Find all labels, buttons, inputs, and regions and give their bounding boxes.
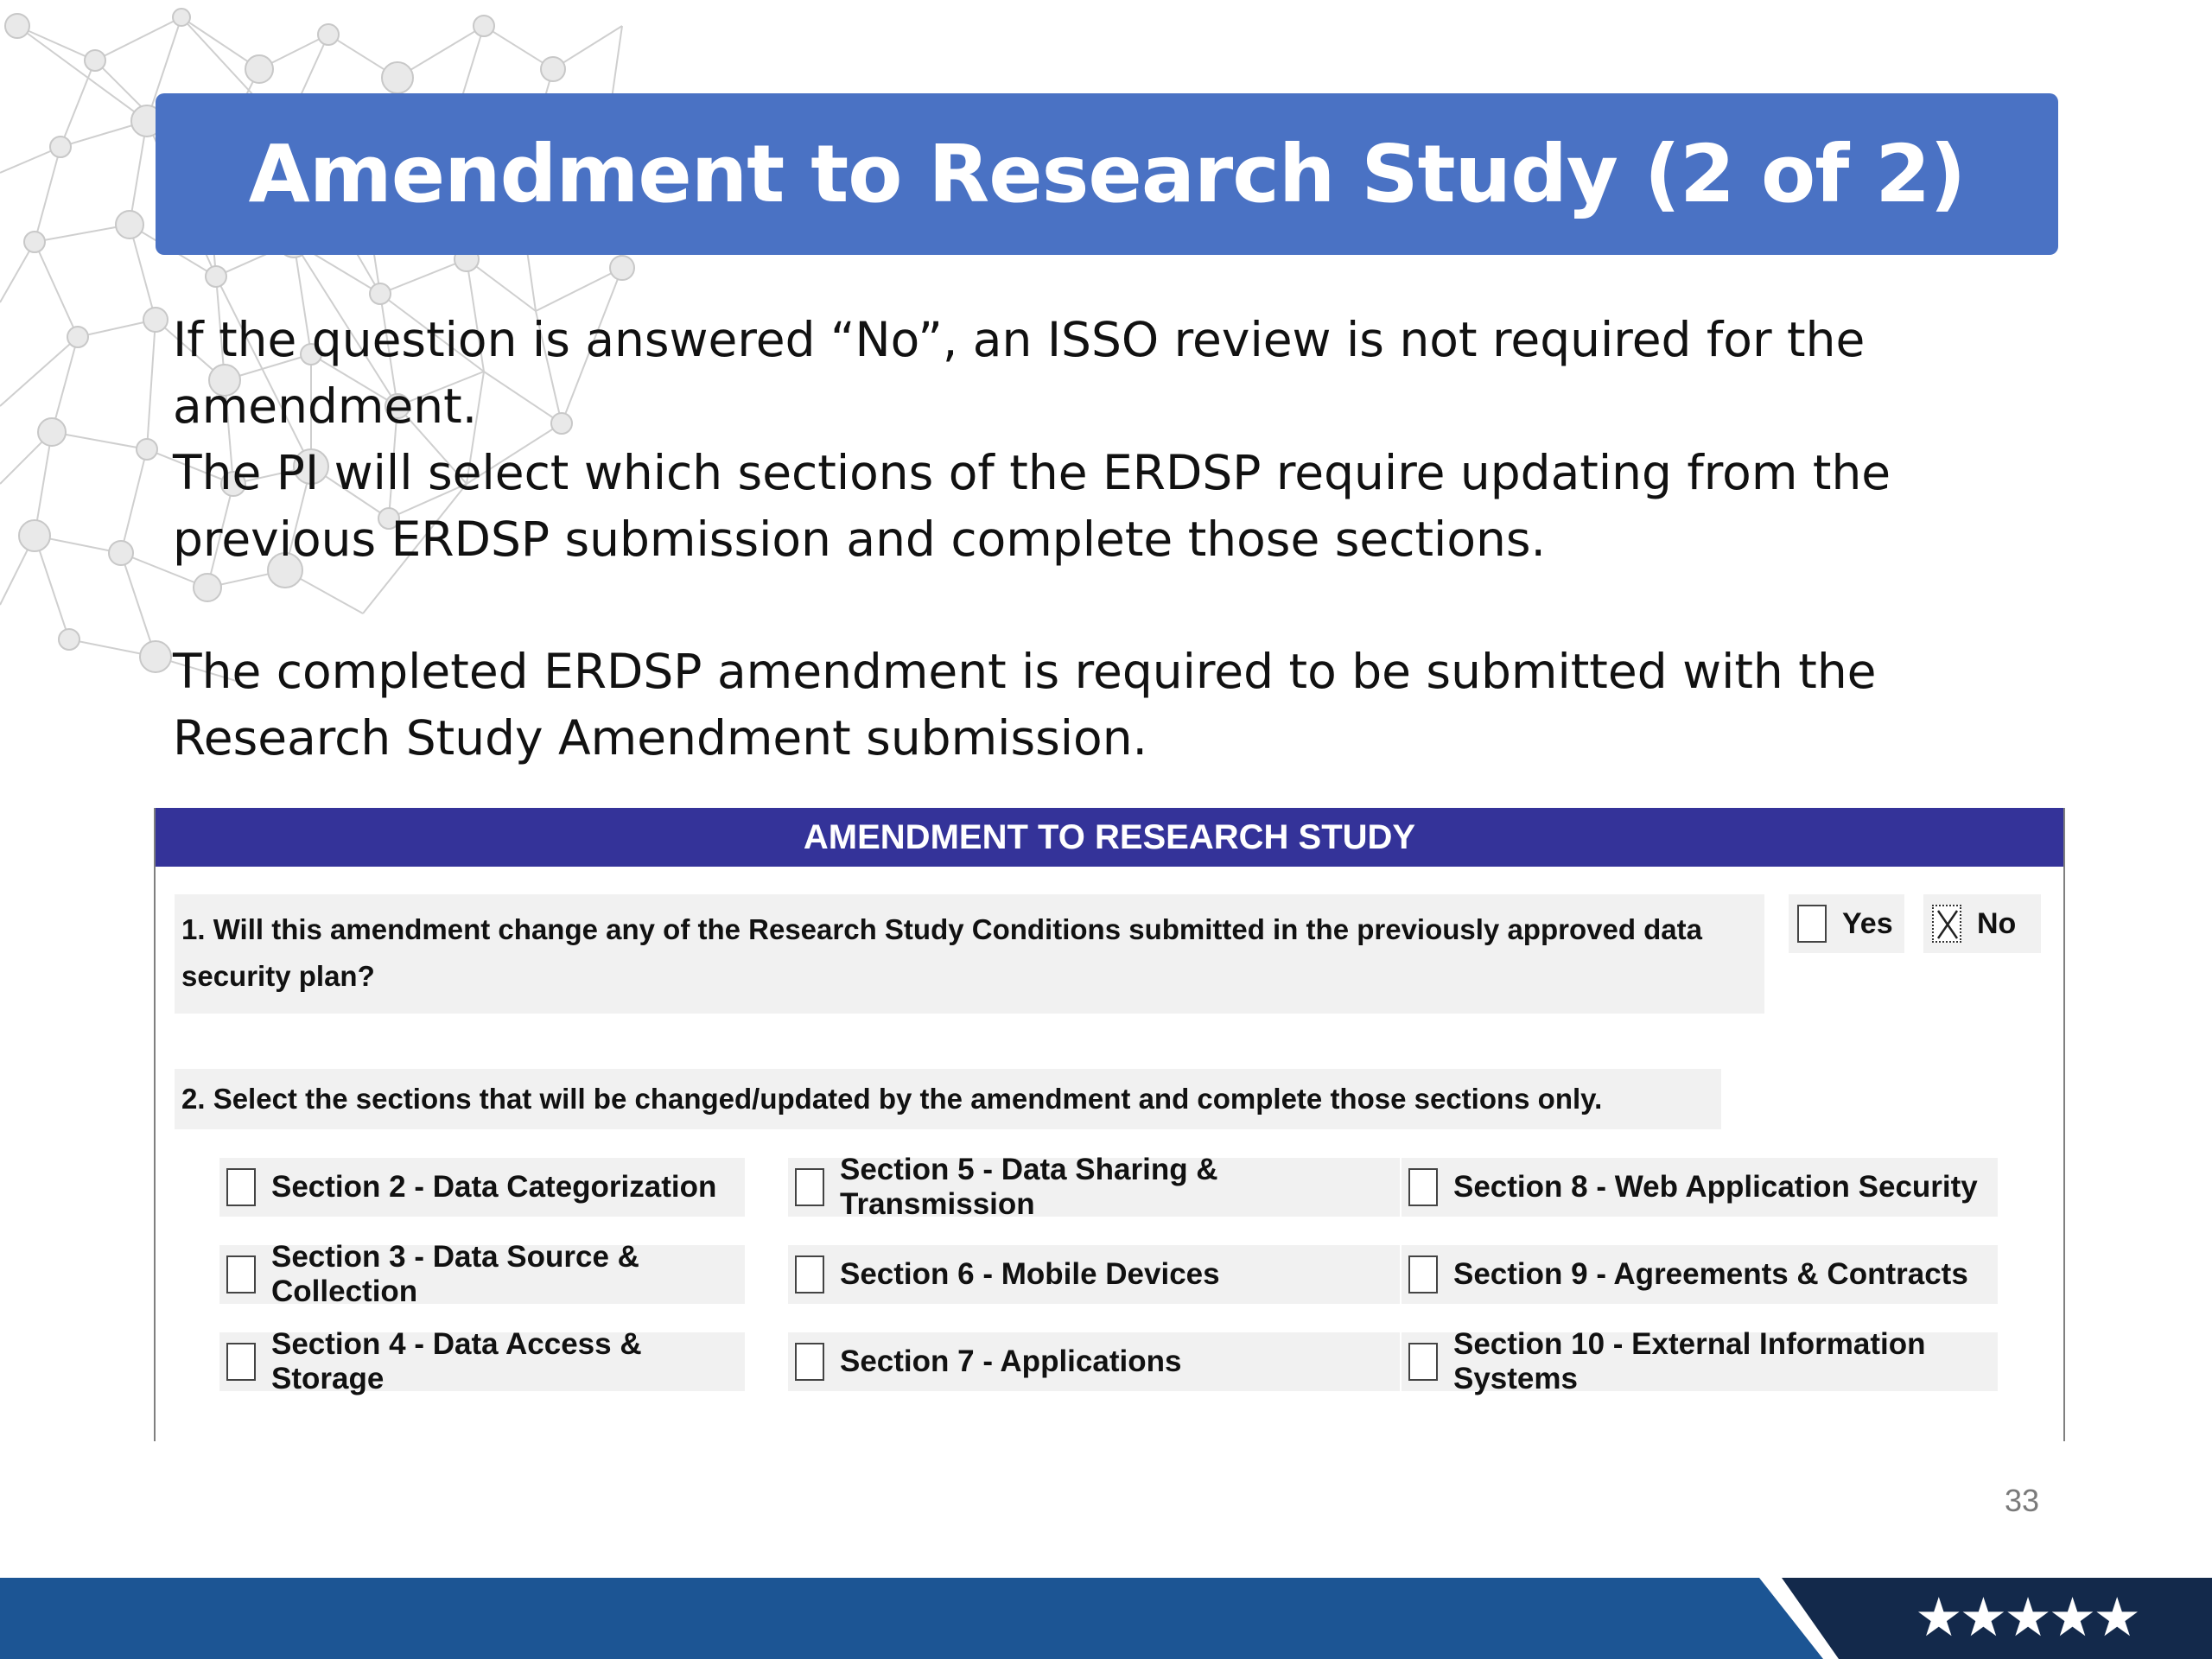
checkbox-icon[interactable] [226, 1255, 256, 1294]
section-label: Section 6 - Mobile Devices [840, 1257, 1220, 1291]
section-checkbox-item[interactable] [788, 1245, 1400, 1304]
paragraph-pi-select: The PI will select which sections of the ERDSP require updating from the previous ERDSP submission and complete those sections. [173, 445, 1891, 567]
checkbox-icon[interactable] [226, 1343, 256, 1381]
footer-bar [0, 1578, 2212, 1659]
amendment-form [154, 808, 2065, 1441]
checkbox-icon[interactable] [1408, 1343, 1438, 1381]
section-label: Section 10 - External Information Systems [1453, 1327, 1926, 1395]
section-label: Section 5 - Data Sharing & Transmission [840, 1153, 1218, 1221]
paragraph-isso-review: If the question is answered “No”, an ISSO review is not required for the amendment. [173, 312, 1866, 434]
section-checkbox-item[interactable] [1402, 1327, 1998, 1395]
checkbox-icon[interactable] [1408, 1255, 1438, 1294]
page-number: 33 [2004, 1483, 2039, 1518]
checkbox-icon[interactable] [795, 1343, 824, 1381]
section-label: Section 4 - Data Access & Storage [271, 1327, 642, 1395]
checkbox-icon[interactable] [226, 1168, 256, 1206]
checkbox-icon[interactable] [795, 1168, 824, 1206]
section-checkbox-item[interactable] [1402, 1158, 1998, 1217]
yes-option[interactable] [1789, 894, 1904, 953]
section-label: Section 9 - Agreements & Contracts [1453, 1257, 1968, 1291]
section-checkbox-item[interactable] [219, 1240, 745, 1308]
section-checkbox-item[interactable] [788, 1332, 1400, 1391]
question-2-text: 2. Select the sections that will be changed/updated by the amendment and complete those sections only. [175, 1069, 1721, 1129]
paragraph-submission: The completed ERDSP amendment is required to be submitted with the Research Study Amendment submission. [173, 644, 1877, 766]
slide-title-bar [156, 93, 2058, 255]
slide-title: Amendment to Research Study (2 of 2) [248, 128, 1966, 220]
checkbox-icon[interactable] [1797, 905, 1827, 943]
section-checkbox-item[interactable] [219, 1327, 745, 1395]
section-label: Section 8 - Web Application Security [1453, 1170, 1978, 1204]
section-checkbox-item[interactable] [1402, 1245, 1998, 1304]
section-label: Section 3 - Data Source & Collection [271, 1240, 639, 1308]
section-label: Section 2 - Data Categorization [271, 1170, 717, 1204]
form-header: AMENDMENT TO RESEARCH STUDY [156, 808, 2063, 867]
section-checkbox-item[interactable] [788, 1153, 1400, 1221]
checkbox-checked-icon[interactable] [1932, 905, 1961, 943]
question-1-text: 1. Will this amendment change any of the Research Study Conditions submitted in the previously approved data security plan? [175, 894, 1764, 1014]
no-option[interactable] [1923, 894, 2041, 953]
section-label: Section 7 - Applications [840, 1344, 1182, 1378]
no-label: No [1977, 906, 2017, 940]
star-icon: ★★★★★ [1915, 1586, 2138, 1649]
yes-label: Yes [1842, 906, 1893, 940]
checkbox-icon[interactable] [1408, 1168, 1438, 1206]
section-checkbox-item[interactable] [219, 1158, 745, 1217]
checkbox-icon[interactable] [795, 1255, 824, 1294]
